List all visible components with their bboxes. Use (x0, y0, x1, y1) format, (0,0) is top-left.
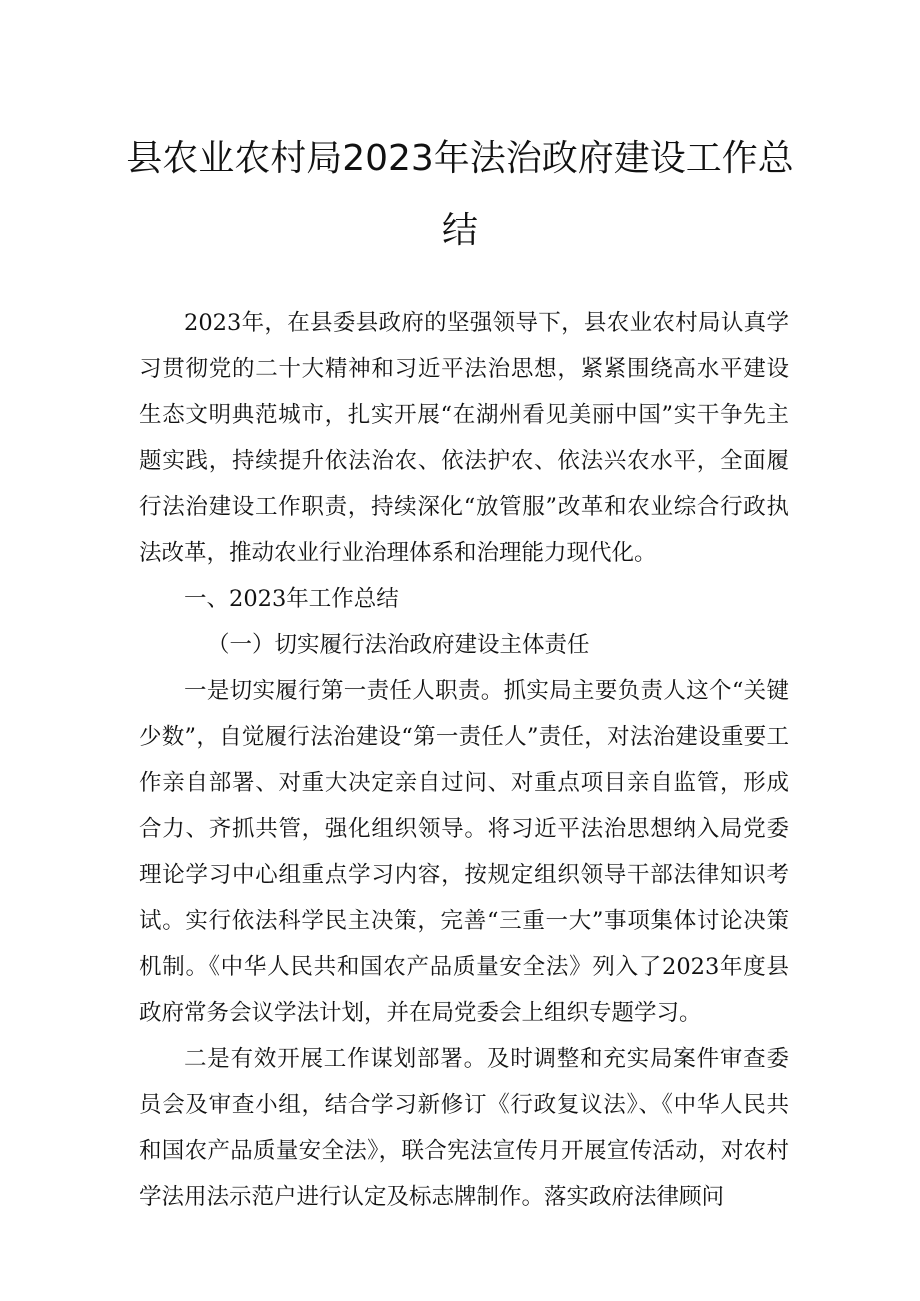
subsection-heading: （一）切实履行法治政府建设主体责任 (207, 632, 590, 658)
intro-paragraph: 2023年，在县委县政府的坚强领导下，县农业农村局认真学习贯彻党的二十大精神和习近平法治思想，紧紧围绕高水平建设生态文明典范城市，扎实开展“在湖州看见美丽中国”实干争先主题实践，持续提升依法治农、依法护农、依法兴农水平，全面履行法治建设工作职责，持续深化“放管服”改革和农业综合行政执法改革，推动农业行业治理体系和治理能力现代化。 (139, 310, 789, 566)
section-heading: 一、2023年工作总结 (184, 586, 399, 612)
body-paragraph-2: 二是有效开展工作谋划部署。及时调整和充实局案件审查委员会及审查小组，结合学习新修订《行政复议法》、《中华人民共和国农产品质量安全法》，联合宪法宣传月开展宣传活动，对农村学法用法示范户进行认定及标志牌制作。落实政府法律顾问 (139, 1046, 789, 1210)
document-body (139, 300, 789, 1220)
body-paragraph-1: 一是切实履行第一责任人职责。抓实局主要负责人这个“关键少数”，自觉履行法治建设“第一责任人”责任，对法治建设重要工作亲自部署、对重大决定亲自过问、对重点项目亲自监管，形成合力、齐抓共管，强化组织领导。将习近平法治思想纳入局党委理论学习中心组重点学习内容，按规定组织领导干部法律知识考试。实行依法科学民主决策，完善“三重一大”事项集体讨论决策机制。《中华人民共和国农产品质量安全法》列入了2023年度县政府常务会议学法计划，并在局党委会上组织专题学习。 (139, 678, 789, 1026)
document-title-line-1: 县农业农村局2023年法治政府建设工作总 (126, 138, 794, 179)
document-title-line-2: 结 (441, 210, 478, 251)
